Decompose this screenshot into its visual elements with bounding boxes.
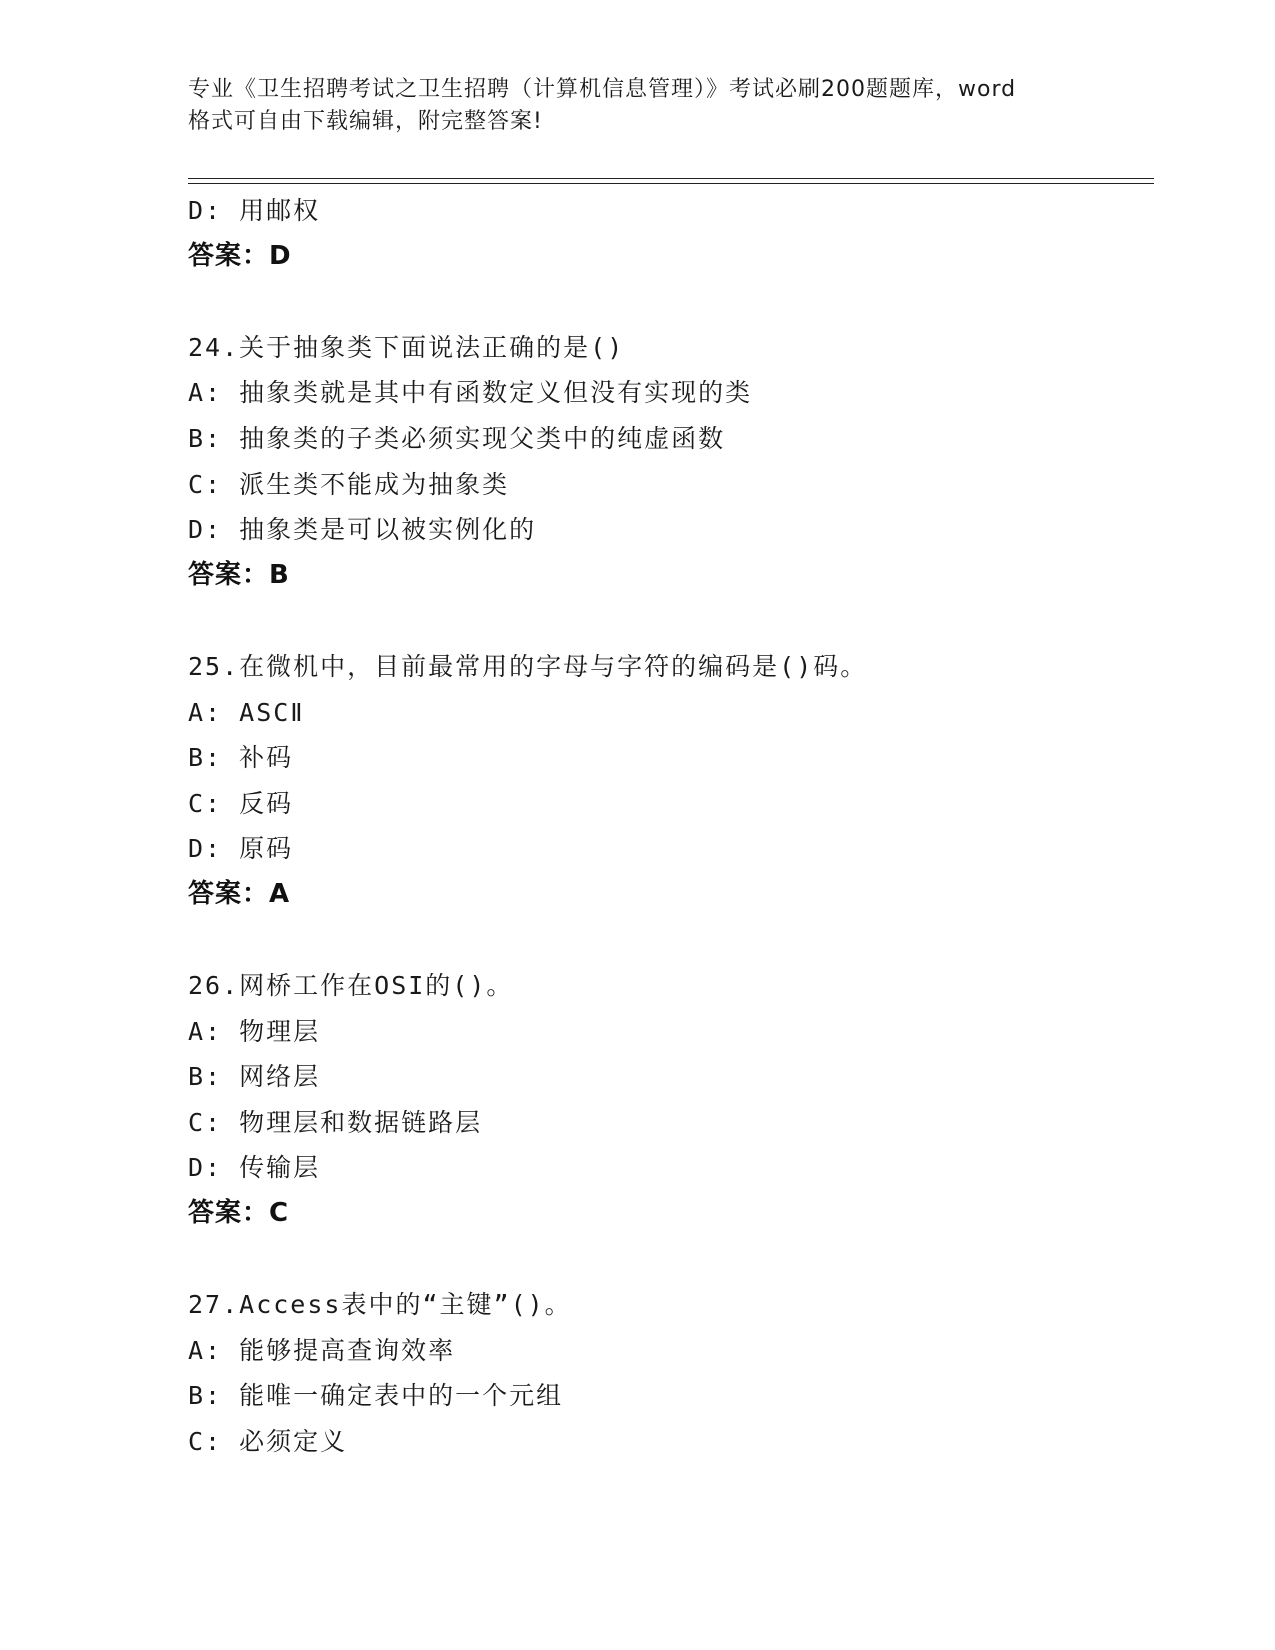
question-list	[188, 188, 1154, 1465]
question-block-24	[188, 325, 1154, 599]
spacer	[188, 279, 1154, 325]
option-c: C: 反码	[188, 788, 294, 818]
answer-line: 答案：C	[188, 1198, 290, 1229]
question-block-25	[188, 644, 1154, 918]
option-d: D: 抽象类是可以被实例化的	[188, 515, 537, 545]
header-line-1: 专业《卫生招聘考试之卫生招聘（计算机信息管理）》考试必刷200题题库，word	[188, 77, 1017, 102]
spacer	[188, 1237, 1154, 1283]
option-b: B: 补码	[188, 743, 294, 773]
answer-line: 答案：A	[188, 878, 291, 909]
question-stem: 24.关于抽象类下面说法正确的是()	[188, 332, 625, 362]
option-c: C: 必须定义	[188, 1427, 348, 1457]
option-d: D: 原码	[188, 834, 294, 864]
header-divider-top	[188, 178, 1154, 179]
option-a: A: ASCⅡ	[188, 697, 305, 727]
option-b: B: 抽象类的子类必须实现父类中的纯虚函数	[188, 423, 726, 453]
option-d: D: 用邮权	[188, 196, 321, 225]
question-block-23	[188, 188, 1154, 279]
answer-line: 答案：D	[188, 240, 292, 271]
option-a: A: 能够提高查询效率	[188, 1335, 456, 1365]
header-divider-bottom	[188, 183, 1154, 184]
question-stem: 27.Access表中的“主键”()。	[188, 1290, 572, 1320]
option-a: A: 抽象类就是其中有函数定义但没有实现的类	[188, 378, 753, 408]
spacer	[188, 598, 1154, 644]
question-stem: 26.网桥工作在OSI的()。	[188, 971, 514, 1001]
question-stem: 25.在微机中，目前最常用的字母与字符的编码是()码。	[188, 651, 868, 681]
option-b: B: 能唯一确定表中的一个元组	[188, 1381, 564, 1411]
question-block-26	[188, 963, 1154, 1237]
option-c: C: 派生类不能成为抽象类	[188, 469, 510, 499]
option-a: A: 物理层	[188, 1016, 321, 1046]
answer-line: 答案：B	[188, 559, 290, 590]
option-b: B: 网络层	[188, 1062, 321, 1092]
spacer	[188, 918, 1154, 964]
document-header	[188, 74, 1118, 138]
option-c: C: 物理层和数据链路层	[188, 1107, 483, 1137]
question-block-27	[188, 1282, 1154, 1464]
header-line-2: 格式可自由下载编辑，附完整答案!	[188, 109, 543, 134]
option-d: D: 传输层	[188, 1153, 321, 1183]
